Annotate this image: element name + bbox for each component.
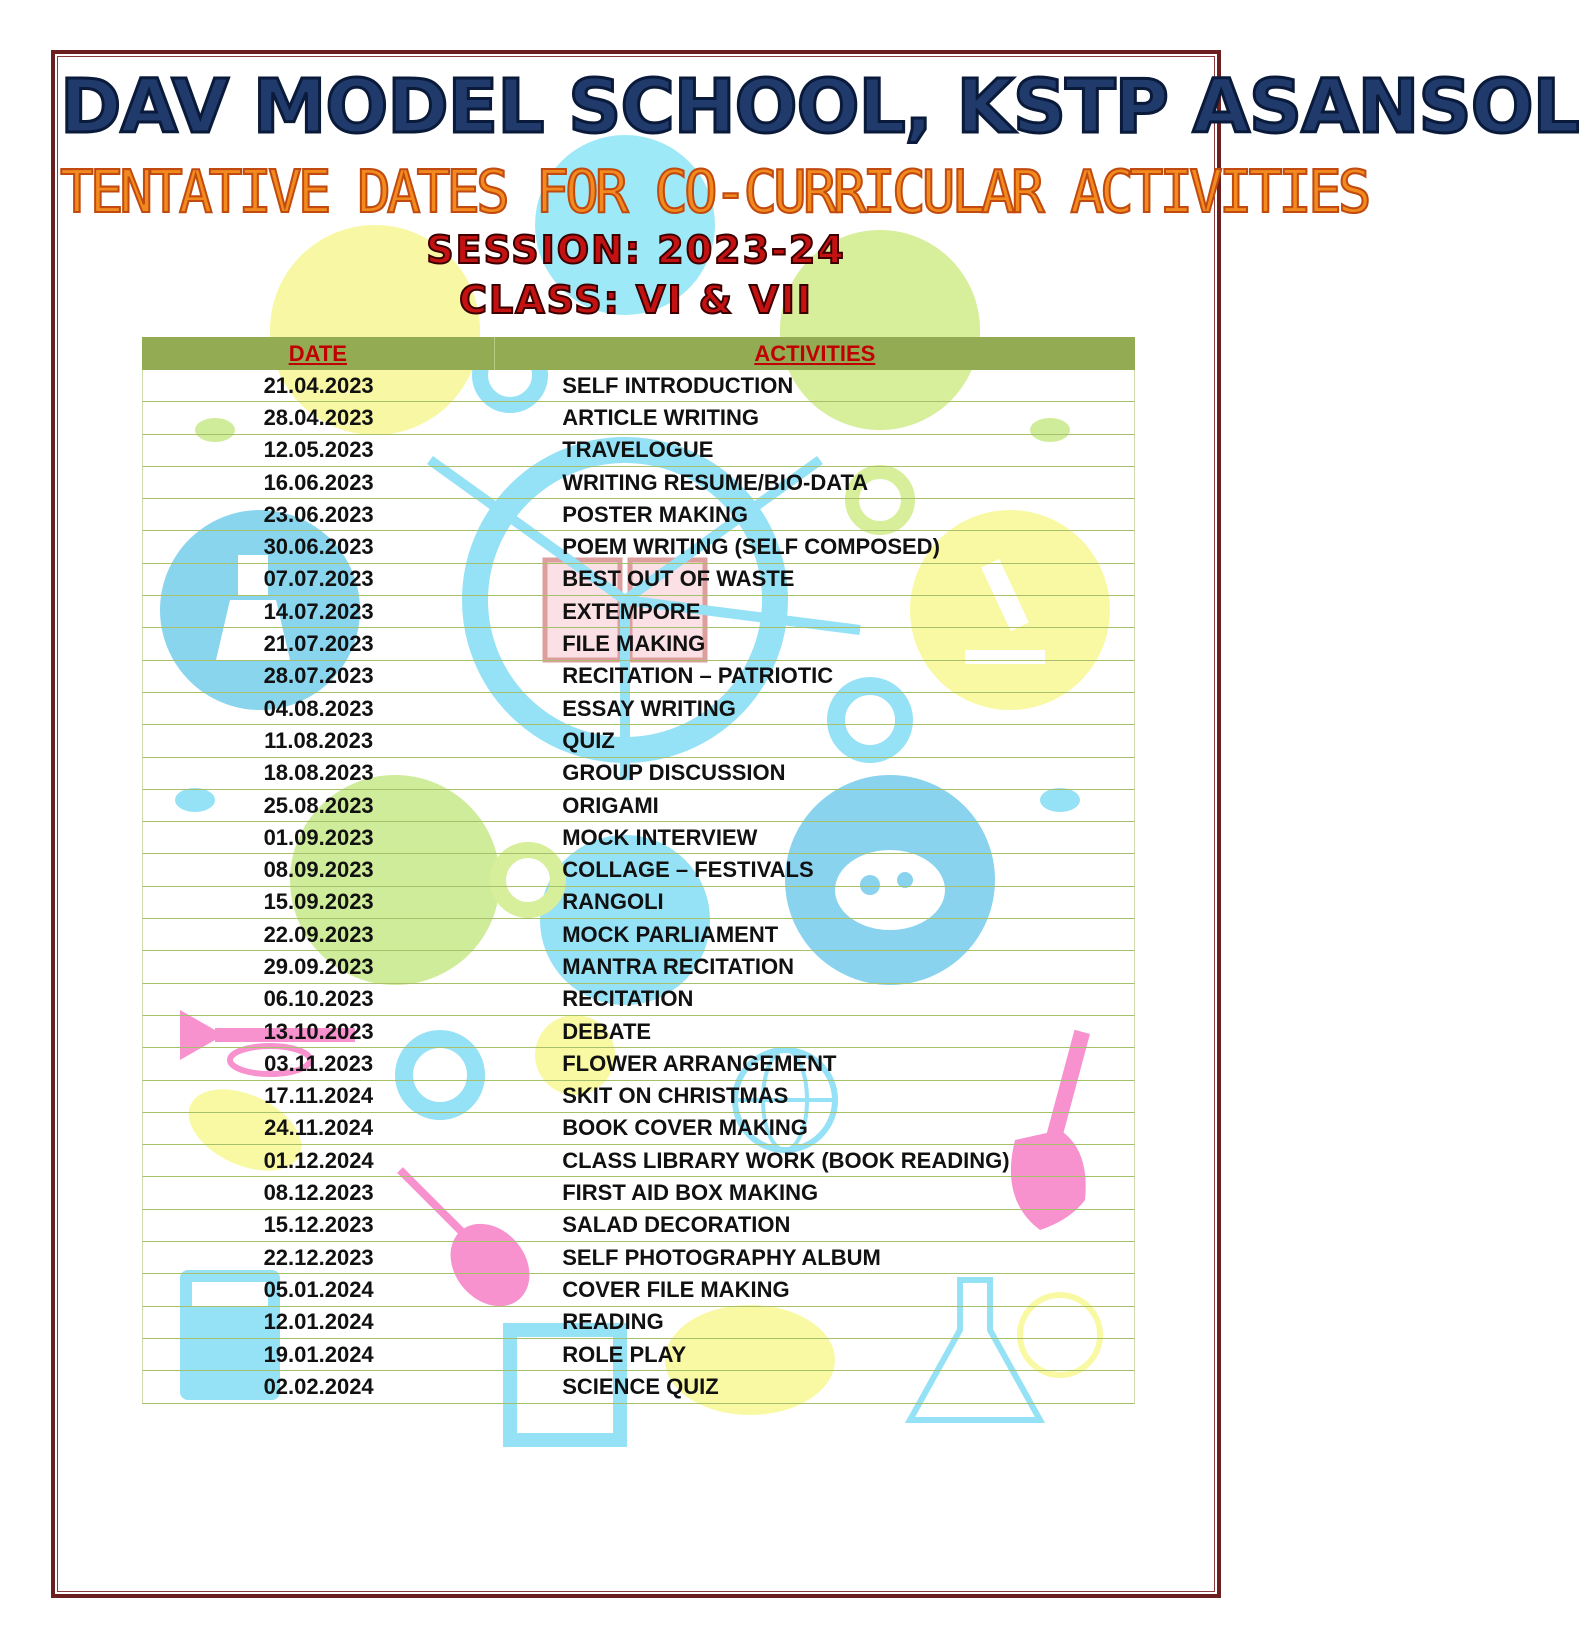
table-row — [142, 758, 1135, 790]
table-row — [142, 919, 1135, 951]
table-row — [142, 531, 1135, 563]
session-label: SESSION: 2023-24 — [426, 228, 846, 272]
table-row — [142, 435, 1135, 467]
activity-cell: SELF INTRODUCTION — [562, 372, 794, 398]
activity-cell: GROUP DISCUSSION — [562, 760, 786, 786]
activity-cell: POSTER MAKING — [562, 501, 749, 527]
table-row — [142, 402, 1135, 434]
activity-cell: SALAD DECORATION — [562, 1212, 791, 1238]
date-cell: 30.06.2023 — [263, 534, 374, 560]
table-row — [142, 1177, 1135, 1209]
activity-cell: BEST OUT OF WASTE — [562, 566, 795, 592]
table-row — [142, 725, 1135, 757]
activity-cell: RANGOLI — [562, 889, 664, 915]
activity-cell: BOOK COVER MAKING — [562, 1115, 808, 1141]
date-cell: 07.07.2023 — [263, 566, 374, 592]
date-cell: 21.04.2023 — [263, 372, 374, 398]
date-cell: 02.02.2024 — [263, 1373, 374, 1399]
table-row — [142, 1145, 1135, 1177]
table-row — [142, 951, 1135, 983]
activity-cell: SCIENCE QUIZ — [562, 1373, 719, 1399]
date-cell: 04.08.2023 — [263, 695, 374, 721]
activity-cell: RECITATION – PATRIOTIC — [562, 663, 834, 689]
activity-cell: RECITATION — [562, 986, 694, 1012]
table-row — [142, 1048, 1135, 1080]
activity-cell: DEBATE — [562, 1018, 652, 1044]
table-row — [142, 1339, 1135, 1371]
date-cell: 25.08.2023 — [263, 792, 374, 818]
activity-cell: FIRST AID BOX MAKING — [562, 1180, 819, 1206]
table-row — [142, 790, 1135, 822]
table-row — [142, 1371, 1135, 1403]
date-cell: 28.04.2023 — [263, 404, 374, 430]
date-cell: 17.11.2024 — [264, 1083, 374, 1109]
activity-cell: ROLE PLAY — [562, 1341, 687, 1367]
table-row — [142, 854, 1135, 886]
table-row — [142, 596, 1135, 628]
table-row — [142, 1242, 1135, 1274]
table-row — [142, 693, 1135, 725]
activity-cell: FILE MAKING — [562, 631, 706, 657]
activity-cell: MANTRA RECITATION — [562, 953, 795, 979]
activities-table — [142, 337, 1135, 1404]
date-cell: 29.09.2023 — [263, 953, 374, 979]
activity-cell: WRITING RESUME/BIO-DATA — [562, 469, 869, 495]
table-header — [142, 337, 1135, 370]
table-row — [142, 628, 1135, 660]
table-row — [142, 1016, 1135, 1048]
date-cell: 15.12.2023 — [263, 1212, 374, 1238]
table-row — [142, 370, 1135, 402]
date-cell: 21.07.2023 — [263, 631, 374, 657]
date-cell: 11.08.2023 — [264, 727, 374, 753]
date-cell: 12.05.2023 — [263, 437, 374, 463]
table-row — [142, 887, 1135, 919]
activity-cell: ESSAY WRITING — [562, 695, 736, 721]
school-name: DAV MODEL SCHOOL, KSTP ASANSOL — [60, 64, 1579, 150]
date-cell: 28.07.2023 — [263, 663, 374, 689]
activity-cell: ORIGAMI — [562, 792, 659, 818]
activity-cell: ARTICLE WRITING — [562, 404, 759, 430]
table-row — [142, 564, 1135, 596]
activities-column-header: ACTIVITIES — [494, 337, 1135, 370]
activity-cell: EXTEMPORE — [562, 598, 701, 624]
table-row — [142, 1274, 1135, 1306]
date-cell: 03.11.2023 — [264, 1050, 374, 1076]
date-cell: 15.09.2023 — [263, 889, 374, 915]
date-cell: 01.09.2023 — [263, 824, 374, 850]
activity-cell: MOCK PARLIAMENT — [562, 921, 779, 947]
date-cell: 05.01.2024 — [263, 1276, 374, 1302]
table-row — [142, 467, 1135, 499]
date-cell: 22.12.2023 — [263, 1244, 374, 1270]
activity-cell: TRAVELOGUE — [562, 437, 714, 463]
date-cell: 14.07.2023 — [263, 598, 374, 624]
table-row — [142, 984, 1135, 1016]
document-subtitle: TENTATIVE DATES FOR CO-CURRICULAR ACTIVITIES — [60, 158, 1368, 227]
date-cell: 19.01.2024 — [263, 1341, 374, 1367]
table-row — [142, 1307, 1135, 1339]
date-cell: 13.10.2023 — [263, 1018, 374, 1044]
date-cell: 06.10.2023 — [263, 986, 374, 1012]
table-body — [142, 370, 1135, 1404]
table-row — [142, 1081, 1135, 1113]
date-cell: 08.12.2023 — [263, 1180, 374, 1206]
class-label: CLASS: VI & VII — [459, 278, 813, 322]
date-cell: 22.09.2023 — [263, 921, 374, 947]
table-row — [142, 822, 1135, 854]
date-cell: 12.01.2024 — [263, 1309, 374, 1335]
activity-cell: COLLAGE – FESTIVALS — [562, 857, 814, 883]
activity-cell: FLOWER ARRANGEMENT — [562, 1050, 837, 1076]
activity-cell: POEM WRITING (SELF COMPOSED) — [562, 534, 940, 560]
date-cell: 24.11.2024 — [264, 1115, 374, 1141]
table-row — [142, 499, 1135, 531]
activity-cell: SKIT ON CHRISTMAS — [562, 1083, 789, 1109]
date-cell: 18.08.2023 — [263, 760, 374, 786]
date-cell: 01.12.2024 — [263, 1147, 374, 1173]
table-row — [142, 661, 1135, 693]
date-column-header: DATE — [288, 340, 347, 366]
date-cell: 23.06.2023 — [263, 501, 374, 527]
activity-cell: READING — [562, 1309, 664, 1335]
activity-cell: QUIZ — [562, 727, 615, 753]
activity-cell: COVER FILE MAKING — [562, 1276, 790, 1302]
activity-cell: SELF PHOTOGRAPHY ALBUM — [562, 1244, 881, 1270]
date-cell: 08.09.2023 — [263, 857, 374, 883]
table-row — [142, 1113, 1135, 1145]
activity-cell: CLASS LIBRARY WORK (BOOK READING) — [562, 1147, 1010, 1173]
activity-cell: MOCK INTERVIEW — [562, 824, 758, 850]
table-row — [142, 1210, 1135, 1242]
date-cell: 16.06.2023 — [263, 469, 374, 495]
